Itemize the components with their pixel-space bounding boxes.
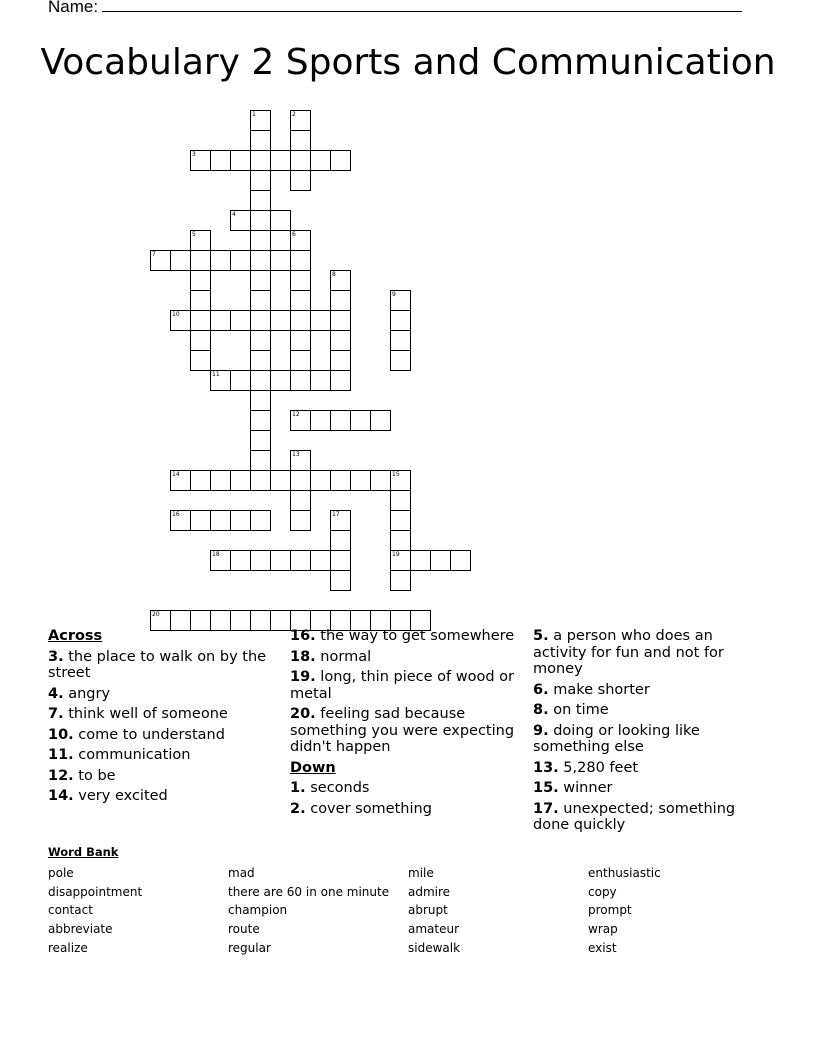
clue-item-number: 8. [533,702,549,718]
crossword-cell[interactable] [330,510,351,531]
crossword-cell[interactable] [330,530,351,551]
crossword-cell[interactable] [290,330,311,351]
clue-item-text: long, thin piece of wood or metal [290,669,515,702]
crossword-cell[interactable] [450,550,471,571]
clue-item-text: come to understand [73,726,225,743]
crossword-cell[interactable] [170,470,191,491]
word-bank-column [48,864,228,958]
crossword-cell[interactable] [290,170,311,191]
crossword-cell[interactable] [250,170,271,191]
clue-number: 17 [332,511,340,518]
word-bank-word: abbreviate [48,922,113,937]
clue-number: 20 [152,611,160,618]
crossword-cell[interactable] [330,290,351,311]
clue-item [48,706,286,723]
across-heading: Across [48,628,103,644]
clue-item-text: the place to walk on by the street [48,648,267,681]
crossword-cell[interactable] [250,510,271,531]
crossword-cell[interactable] [170,310,191,331]
clue-item [533,780,769,797]
word-bank-column [408,864,588,958]
crossword-cell[interactable] [350,410,371,431]
word-bank-word: exist [588,940,617,955]
clue-item-text: the way to get somewhere [315,628,515,644]
crossword-cell[interactable] [270,550,291,571]
crossword-cell[interactable] [390,510,411,531]
crossword-cell[interactable] [190,290,211,311]
page-title: Vocabulary 2 Sports and Communication [40,42,776,83]
crossword-cell[interactable] [170,510,191,531]
crossword-cell[interactable] [250,290,271,311]
crossword-cell[interactable] [310,410,331,431]
word-bank-word: route [228,922,260,937]
crossword-cell[interactable] [210,150,231,171]
clue-item-text: unexpected; something done quickly [533,800,736,833]
clue-item-text: on time [548,702,609,718]
crossword-cell[interactable] [390,550,411,571]
crossword-cell[interactable] [310,470,331,491]
crossword-cell[interactable] [390,290,411,311]
clue-number: 9 [392,291,396,298]
crossword-cell[interactable] [330,310,351,331]
crossword-cell[interactable] [330,350,351,371]
crossword-cell[interactable] [330,470,351,491]
crossword-cell[interactable] [290,470,311,491]
crossword-cell[interactable] [330,150,351,171]
clue-item-number: 19. [290,669,316,685]
word-bank-column [228,864,408,958]
crossword-cell[interactable] [390,570,411,591]
clue-item [533,760,769,777]
crossword-cell[interactable] [250,250,271,271]
crossword-cell[interactable] [270,470,291,491]
crossword-cell[interactable] [250,550,271,571]
crossword-cell[interactable] [290,410,311,431]
crossword-cell[interactable] [210,370,231,391]
crossword-cell[interactable] [250,450,271,471]
crossword-cell[interactable] [210,550,231,571]
crossword-cell[interactable] [330,270,351,291]
word-bank-word: realize [48,940,88,955]
clue-item-text: a person who does an activity for fun and not for money [533,628,724,677]
crossword-cell[interactable] [270,250,291,271]
clue-item-text: very excited [73,788,168,804]
word-bank-word: champion [228,903,288,918]
word-bank-word: copy [588,884,617,899]
clue-item [533,682,769,699]
clue-item [48,649,286,682]
clue-number: 1 [252,111,256,118]
clue-number: 19 [392,551,400,558]
clue-item-text: communication [73,747,191,763]
crossword-cell[interactable] [250,150,271,171]
crossword-cell[interactable] [270,310,291,331]
crossword-cell[interactable] [390,350,411,371]
clue-item-text: normal [315,648,372,665]
crossword-cell[interactable] [250,390,271,411]
crossword-cell[interactable] [250,470,271,491]
clue-number: 11 [212,371,220,378]
clue-number: 5 [192,231,196,238]
clue-item [290,628,528,645]
clue-item-text: winner [558,780,613,796]
crossword-cell[interactable] [290,290,311,311]
crossword-cell[interactable] [310,550,331,571]
crossword-cell[interactable] [390,530,411,551]
clue-item-text: doing or looking like something else [533,722,700,755]
crossword-cell[interactable] [290,370,311,391]
crossword-cell[interactable] [310,370,331,391]
clue-item-number: 1. [290,780,306,796]
word-bank-word: mad [228,866,255,880]
crossword-cell[interactable] [250,430,271,451]
clue-number: 7 [152,251,156,258]
clue-item-text: to be [73,767,116,784]
clue-number: 6 [292,231,296,238]
crossword-cell[interactable] [190,510,211,531]
crossword-cell[interactable] [190,150,211,171]
crossword-cell[interactable] [370,470,391,491]
clue-item-number: 6. [533,681,549,698]
crossword-cell[interactable] [170,250,191,271]
word-bank-word: sidewalk [408,940,461,955]
crossword-cell[interactable] [250,350,271,371]
clue-item [48,686,286,703]
crossword-cell[interactable] [330,410,351,431]
crossword-cell[interactable] [230,150,251,171]
crossword-cell[interactable] [330,570,351,591]
crossword-cell[interactable] [390,310,411,331]
word-bank-column [588,864,768,958]
clues-column-3 [533,628,769,838]
name-label: Name: [48,0,99,16]
clue-item-number: 12. [48,767,74,784]
clue-item-number: 15. [533,780,559,796]
clue-item-number: 14. [48,788,74,804]
word-bank-word: pole [48,866,74,880]
clue-item [290,706,528,756]
clue-number: 10 [172,311,180,318]
clue-item-text: seconds [305,780,370,796]
word-bank-word: mile [408,866,434,880]
crossword-cell[interactable] [230,510,251,531]
clues-column-2 [290,628,528,821]
crossword-cell[interactable] [390,490,411,511]
clue-item [48,788,286,805]
clue-item-text: make shorter [548,681,650,698]
crossword-cell[interactable] [190,270,211,291]
crossword-cell[interactable] [350,470,371,491]
clue-item-number: 13. [533,759,559,776]
crossword-cell[interactable] [250,330,271,351]
clue-item-number: 11. [48,747,74,763]
crossword-cell[interactable] [210,510,231,531]
crossword-cell[interactable] [290,450,311,471]
clue-number: 12 [292,411,300,418]
clue-item-text: angry [63,685,111,702]
crossword-cell[interactable] [270,370,291,391]
crossword-cell[interactable] [190,250,211,271]
clue-item-number: 5. [533,628,549,644]
clue-item [290,780,528,797]
crossword-cell[interactable] [190,330,211,351]
crossword-cell[interactable] [250,310,271,331]
crossword-cell[interactable] [290,150,311,171]
crossword-cell[interactable] [330,550,351,571]
crossword-cell[interactable] [310,310,331,331]
crossword-cell[interactable] [430,550,451,571]
clue-item-number: 4. [48,685,64,702]
crossword-cell[interactable] [310,150,331,171]
clue-number: 2 [292,111,296,118]
clue-number: 8 [332,271,336,278]
clue-item [48,747,286,764]
crossword-cell[interactable] [190,230,211,251]
clue-item [533,723,769,756]
clue-item-number: 16. [290,628,316,644]
crossword-cell[interactable] [230,550,251,571]
clue-item-number: 20. [290,706,316,722]
crossword-cell[interactable] [330,370,351,391]
crossword-cell[interactable] [250,130,271,151]
crossword-cell[interactable] [210,470,231,491]
clue-number: 15 [392,471,400,478]
crossword-cell[interactable] [390,470,411,491]
clue-number: 14 [172,471,180,478]
clue-item [290,669,528,702]
clue-item-text: think well of someone [63,706,228,722]
word-bank-word: there are 60 in one minute [228,884,390,899]
crossword-cell[interactable] [250,370,271,391]
crossword-cell[interactable] [230,370,251,391]
down-heading: Down [290,759,336,776]
crossword-cell[interactable] [190,470,211,491]
crossword-cell[interactable] [250,230,271,251]
clue-item-number: 7. [48,706,64,722]
crossword-cell[interactable] [290,490,311,511]
clue-item-number: 18. [290,648,316,665]
clue-item [290,801,528,818]
clue-item-number: 17. [533,800,559,817]
word-bank-word: enthusiastic [588,866,661,880]
clue-item [533,628,769,678]
word-bank-word: admire [408,884,451,899]
crossword-cell[interactable] [290,350,311,371]
clue-item [48,768,286,785]
clue-item [48,727,286,744]
crossword-cell[interactable] [150,250,171,271]
crossword-cell[interactable] [210,250,231,271]
clue-item [533,801,769,834]
clue-item [533,702,769,719]
crossword-cell[interactable] [410,550,431,571]
crossword-cell[interactable] [230,210,251,231]
crossword-cell[interactable] [190,310,211,331]
word-bank-word: amateur [408,922,460,937]
word-bank-word: abrupt [408,903,448,918]
crossword-cell[interactable] [250,190,271,211]
crossword-cell[interactable] [390,330,411,351]
crossword-cell[interactable] [330,330,351,351]
clue-item-text: 5,280 feet [558,759,639,776]
crossword-cell[interactable] [270,210,291,231]
crossword-cell[interactable] [270,150,291,171]
crossword-cell[interactable] [250,110,271,131]
word-bank-word: wrap [588,922,618,937]
crossword-cell[interactable] [370,410,391,431]
crossword-cell[interactable] [290,230,311,251]
clue-number: 18 [212,551,220,558]
crossword-cell[interactable] [290,250,311,271]
crossword-cell[interactable] [230,250,251,271]
clue-item-number: 2. [290,800,306,817]
clue-item [290,649,528,666]
clue-number: 13 [292,451,300,458]
crossword-cell[interactable] [230,470,251,491]
clue-item-number: 10. [48,726,74,743]
word-bank-word: disappointment [48,884,143,899]
crossword-cell[interactable] [210,310,231,331]
crossword-cell[interactable] [290,510,311,531]
word-bank-word: regular [228,940,271,955]
clue-number: 4 [232,211,236,218]
word-bank-word: contact [48,903,93,918]
crossword-cell[interactable] [250,270,271,291]
clue-number: 16 [172,511,180,518]
clue-item-number: 9. [533,722,549,739]
crossword-cell[interactable] [250,210,271,231]
crossword-cell[interactable] [230,310,251,331]
crossword-cell[interactable] [250,410,271,431]
crossword-cell[interactable] [290,550,311,571]
word-bank-title: Word Bank [48,845,119,859]
clue-number: 3 [192,151,196,158]
word-bank-word: prompt [588,903,632,918]
crossword-cell[interactable] [290,110,311,131]
crossword-cell[interactable] [290,270,311,291]
crossword-cell[interactable] [190,350,211,371]
clues-column-1 [48,628,286,809]
clue-item-text: cover something [305,800,432,817]
clue-item-text: feeling sad because something you were expecting didn't happen [290,706,515,755]
crossword-cell[interactable] [290,130,311,151]
clue-item-number: 3. [48,648,64,665]
crossword-cell[interactable] [290,310,311,331]
